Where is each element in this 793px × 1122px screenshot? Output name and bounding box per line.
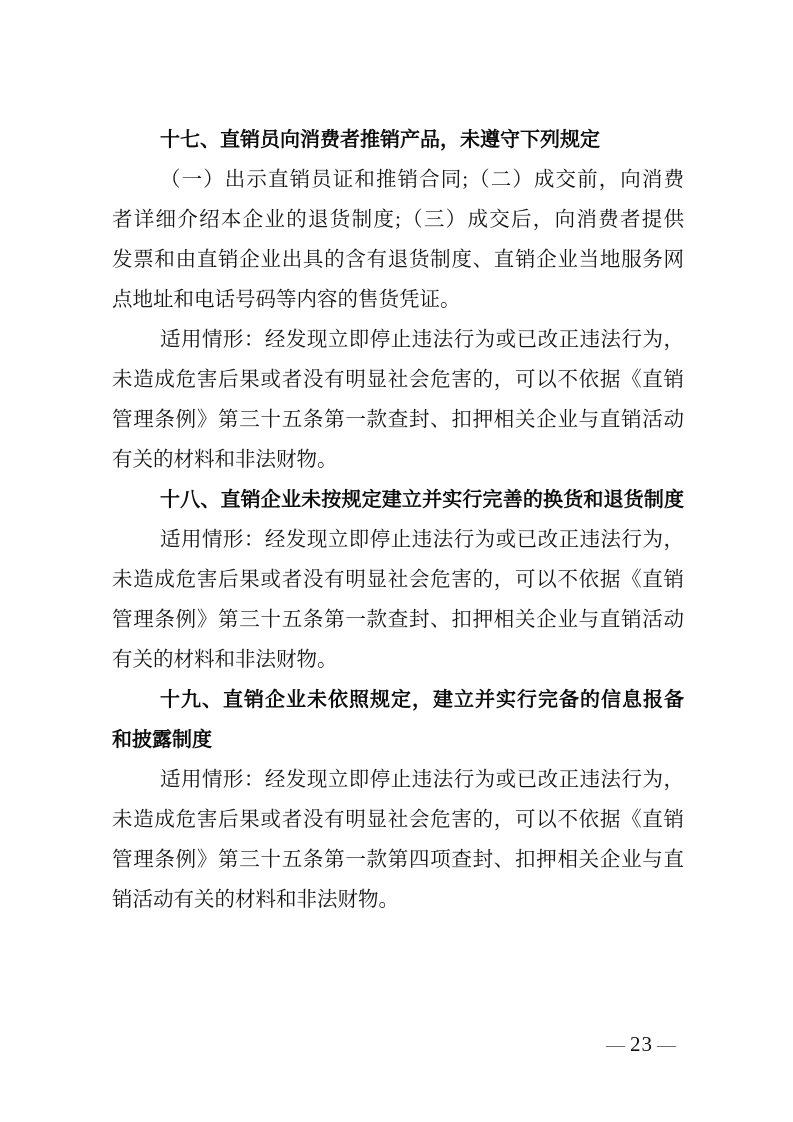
page-number <box>602 1032 681 1057</box>
body-line: 适用情形：经发现立即停止违法行为或已改正违法行为， <box>160 769 684 791</box>
body-line: 未造成危害后果或者没有明显社会危害的，可以不依据《直销 <box>112 569 684 591</box>
body-line: 管理条例》第三十五条第一款第四项查封、扣押相关企业与直 <box>112 849 684 871</box>
section-18-heading: 十八、直销企业未按规定建立并实行完善的换货和退货制度 <box>160 489 684 511</box>
section-17-heading: 十七、直销员向消费者推销产品，未遵守下列规定 <box>160 129 600 151</box>
body-line: 适用情形：经发现立即停止违法行为或已改正违法行为， <box>160 529 684 551</box>
text-column <box>112 120 684 920</box>
section-17-paragraph-1 <box>112 160 684 320</box>
page-number-dash-right: — <box>657 1035 677 1056</box>
body-line: 有关的材料和非法财物。 <box>112 649 338 671</box>
body-line: 点地址和电话号码等内容的售货凭证。 <box>112 289 461 311</box>
body-line: 发票和由直销企业出具的含有退货制度、直销企业当地服务网 <box>112 249 684 271</box>
section-18-paragraph-1 <box>112 520 684 680</box>
body-line: 者详细介绍本企业的退货制度;（三）成交后，向消费者提供 <box>112 209 684 231</box>
body-line: 管理条例》第三十五条第一款查封、扣押相关企业与直销活动 <box>112 409 684 431</box>
section-19-paragraph-1 <box>112 760 684 920</box>
body-line: 未造成危害后果或者没有明显社会危害的，可以不依据《直销 <box>112 369 684 391</box>
body-line: （一）出示直销员证和推销合同;（二）成交前，向消费 <box>160 169 684 191</box>
section-19-heading-line-1: 十九、直销企业未依照规定，建立并实行完备的信息报备 <box>160 689 684 711</box>
body-line: 销活动有关的材料和非法财物。 <box>112 889 399 911</box>
body-line: 未造成危害后果或者没有明显社会危害的，可以不依据《直销 <box>112 809 684 831</box>
section-17-paragraph-2 <box>112 320 684 480</box>
body-line: 有关的材料和非法财物。 <box>112 449 338 471</box>
section-19-heading-line-2: 和披露制度 <box>112 729 212 751</box>
body-line: 管理条例》第三十五条第一款查封、扣押相关企业与直销活动 <box>112 609 684 631</box>
page-number-value: 23 <box>630 1032 653 1056</box>
body-line: 适用情形：经发现立即停止违法行为或已改正违法行为， <box>160 329 684 351</box>
page-number-dash-left: — <box>606 1035 626 1056</box>
